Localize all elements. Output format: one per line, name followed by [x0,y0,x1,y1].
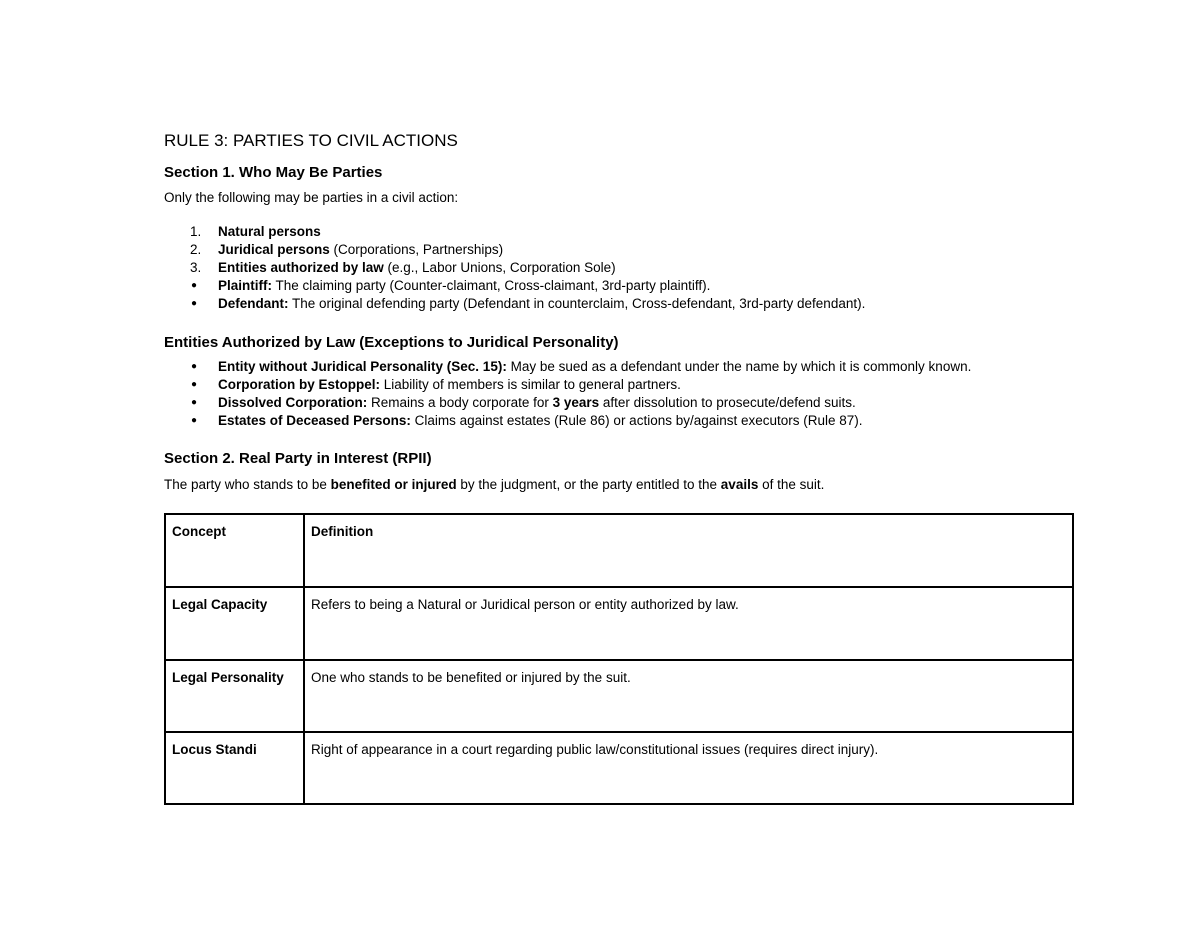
table-cell-concept: Legal Personality [165,660,304,732]
bullet-icon: ● [191,280,198,291]
list-item-text: Remains a body corporate for [367,395,553,410]
list-item-text: May be sued as a defendant under the name by which it is commonly known. [506,359,972,374]
section2-text [164,476,1074,494]
list-number: 2. [190,242,202,257]
bullet-icon: ● [191,298,198,309]
section1-intro: Only the following may be parties in a civil action: [164,190,459,205]
list-item-term: Plaintiff: [218,278,272,293]
list-item-text: after dissolution to prosecute/defend suits. [599,395,856,410]
table-row [165,660,1073,732]
list-item-text: Liability of members is similar to general partners. [380,377,681,392]
list-item [164,394,1074,412]
bullet-icon: ● [191,415,198,426]
table-cell-definition: One who stands to be benefited or injured by the suit. [304,660,1073,732]
entities-heading: Entities Authorized by Law (Exceptions to Juridical Personality) [164,334,619,351]
bullet-icon: ● [191,379,198,390]
section2-emphasis: benefited or injured [330,477,457,492]
list-item [164,358,1074,376]
list-item-emphasis: 3 years [552,395,600,410]
list-item-term: Juridical persons [218,242,330,257]
list-item-text: (Corporations, Partnerships) [329,242,504,257]
table-header-cell: Concept [165,514,304,587]
list-item-text: (e.g., Labor Unions, Corporation Sole) [383,260,616,275]
list-item-term: Dissolved Corporation: [218,395,368,410]
table-cell-concept: Locus Standi [165,732,304,804]
table-header-row [165,514,1073,587]
bullet-icon: ● [191,361,198,372]
section2-text-part: The party who stands to be [164,477,331,492]
list-item-term: Entities authorized by law [218,260,384,275]
list-item-term: Estates of Deceased Persons: [218,413,411,428]
entities-list [164,358,1074,430]
list-item-term: Natural persons [218,224,321,239]
list-item-text: The original defending party (Defendant in counterclaim, Cross-defendant, 3rd-party defendant). [288,296,866,311]
list-item-term: Corporation by Estoppel: [218,377,380,392]
list-item [164,295,1074,313]
list-item-term: Defendant: [218,296,289,311]
table-cell-definition: Refers to being a Natural or Juridical person or entity authorized by law. [304,587,1073,660]
list-item [164,412,1074,430]
section2-text-part: of the suit. [758,477,825,492]
list-item [164,376,1074,394]
section1-heading: Section 1. Who May Be Parties [164,164,383,181]
list-item [164,241,1074,259]
document-content [164,130,1074,805]
list-item [164,223,1074,241]
section2-text-part: by the judgment, or the party entitled to the [456,477,721,492]
parties-list [164,223,1074,313]
list-number: 3. [190,260,202,275]
table-row [165,732,1073,804]
section2-heading: Section 2. Real Party in Interest (RPII) [164,450,432,467]
list-number: 1. [190,224,202,239]
table-row [165,587,1073,660]
list-item-text: The claiming party (Counter-claimant, Cross-claimant, 3rd-party plaintiff). [272,278,711,293]
bullet-icon: ● [191,397,198,408]
table-header-cell: Definition [304,514,1073,587]
list-item-term: Entity without Juridical Personality (Sec. 15): [218,359,507,374]
list-item-text: Claims against estates (Rule 86) or actions by/against executors (Rule 87). [410,413,863,428]
section2-emphasis: avails [720,477,759,492]
list-item [164,259,1074,277]
document-title: RULE 3: PARTIES TO CIVIL ACTIONS [164,131,458,150]
table-cell-concept: Legal Capacity [165,587,304,660]
rpii-table [164,513,1074,805]
list-item [164,277,1074,295]
table-cell-definition: Right of appearance in a court regarding public law/constitutional issues (requires direct injury). [304,732,1073,804]
